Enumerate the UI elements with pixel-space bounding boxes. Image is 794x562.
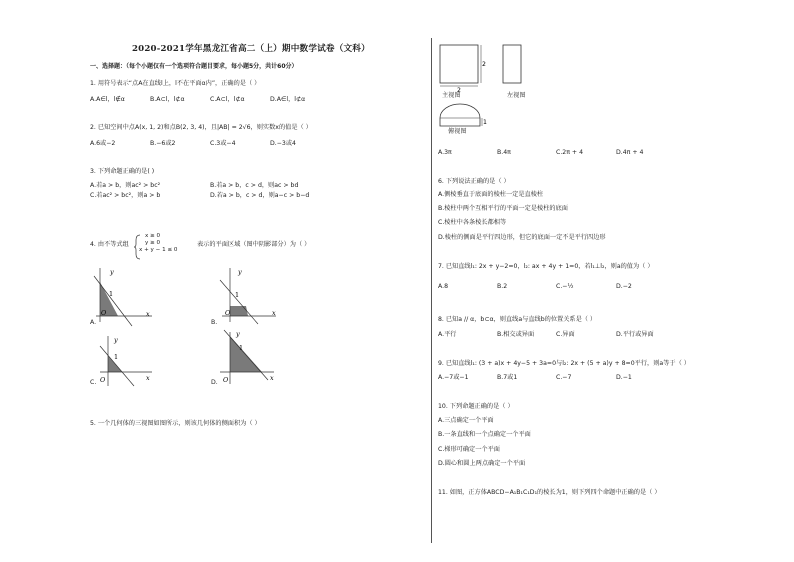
- q4-ineq-3: x + y − 1 ≤ 0: [139, 247, 178, 253]
- q4-c-one-label: 1: [114, 353, 119, 361]
- q5-front-label: 主视图: [442, 92, 461, 99]
- q4-c-x-label: x: [146, 374, 150, 382]
- q7-option-d[interactable]: D.−2: [616, 283, 632, 290]
- q8-option-b[interactable]: B.相交或异面: [497, 331, 535, 338]
- q4-ineq-2: y ≥ 0: [145, 240, 161, 246]
- q7-stem: 7. 已知直线l₁: 2x + y−2=0，l₂: ax + 4y + 1=0，若l₁⊥l₂，则a的值为（ ）: [438, 263, 654, 270]
- q10-option-c[interactable]: C.梯形可确定一个平面: [438, 446, 500, 453]
- q4-d-x-label: x: [270, 374, 274, 382]
- q4-a-y-label: y: [110, 268, 114, 276]
- q7-option-c[interactable]: C.−½: [556, 283, 574, 290]
- q7-option-a[interactable]: A.8: [438, 283, 449, 290]
- q4-option-c[interactable]: C.: [90, 379, 97, 386]
- q5-top-dim: 1: [483, 119, 487, 126]
- q9-option-b[interactable]: B.7或1: [497, 374, 518, 381]
- q7-option-b[interactable]: B.2: [497, 283, 508, 290]
- q5-left-label: 左视图: [507, 92, 526, 99]
- q4-option-b[interactable]: B.: [211, 319, 218, 326]
- q5-option-a[interactable]: A.3π: [438, 149, 452, 156]
- q4-c-y-label: y: [114, 336, 118, 344]
- q5-option-b[interactable]: B.4π: [497, 149, 511, 156]
- q1-option-a[interactable]: A.A∈l，l∉α: [90, 96, 125, 103]
- q4-d-origin-label: O: [223, 376, 229, 384]
- column-divider: [431, 38, 432, 543]
- q8-option-d[interactable]: D.平行或异面: [616, 331, 654, 338]
- q3-stem: 3. 下列命题正确的是( ): [90, 168, 155, 175]
- q10-option-d[interactable]: D.圆心和圆上两点确定一个平面: [438, 460, 526, 467]
- q5-left-view: [500, 40, 530, 90]
- q6-option-b[interactable]: B.棱柱中两个互相平行的平面一定是棱柱的底面: [438, 205, 568, 212]
- q6-option-d[interactable]: D.棱柱的侧面是平行四边形，但它的底面一定不是平行四边形: [438, 234, 606, 241]
- q4-b-x-label: x: [272, 309, 276, 317]
- q3-option-b[interactable]: B.若a > b，c > d，则ac > bd: [210, 182, 299, 189]
- q10-option-a[interactable]: A.三点确定一个平面: [438, 417, 494, 424]
- q4-b-origin-label: O: [225, 309, 231, 317]
- q4-system: [139, 233, 178, 254]
- q9-option-c[interactable]: C.−7: [556, 374, 572, 381]
- q4-d-one-label: 1: [239, 344, 244, 352]
- q1-option-b[interactable]: B.A⊂l，l⊄α: [150, 96, 185, 103]
- q4-a-one-label: 1: [109, 290, 114, 298]
- q6-option-a[interactable]: A.侧棱垂直于底面的棱柱一定是直棱柱: [438, 191, 544, 198]
- q5-option-d[interactable]: D.4π + 4: [616, 149, 644, 156]
- q3-option-a[interactable]: A.若a > b，则ac² > bc²: [90, 182, 161, 189]
- q4-option-a[interactable]: A.: [90, 319, 97, 326]
- q8-stem: 8. 已知a // α，b⊂α，则直线a与直线b的位置关系是（ ）: [438, 316, 597, 323]
- q5-stem: 5. 一个几何体的三视图如图所示，则该几何体的侧面积为（ ）: [90, 420, 261, 427]
- q2-stem: 2. 已知空间中点A(x, 1, 2)和点B(2, 3, 4)，且|AB| = 2√6，则实数x的值是（ ）: [90, 124, 312, 131]
- q4-option-d[interactable]: D.: [211, 379, 218, 386]
- exam-title: 2020-2021学年黑龙江省高二（上）期中数学试卷（文科）: [132, 44, 370, 54]
- q10-option-b[interactable]: B.一条直线和一个点确定一个平面: [438, 431, 531, 438]
- q10-stem: 10. 下列命题正确的是（ ）: [438, 403, 514, 410]
- section-heading: 一、选择题：（每个小题仅有一个选项符合题目要求，每小题5分，共计60分）: [90, 63, 298, 70]
- q5-top-label: 俯视图: [448, 128, 467, 135]
- q2-option-c[interactable]: C.3或−4: [210, 140, 236, 147]
- q1-stem: 1. 用符号表示“点A在直线l上，l不在平面α内”，正确的是（ ）: [90, 80, 261, 87]
- q4-c-origin-label: O: [100, 376, 106, 384]
- q9-option-a[interactable]: A.−7或−1: [438, 374, 469, 381]
- q11-stem: 11. 如图，正方体ABCD−A₁B₁C₁D₁的棱长为1，则下列四个命题中正确的是（ ）: [438, 489, 661, 496]
- q4-stem-suffix: 表示的平面区域（图中阴影部分）为（ ）: [197, 241, 311, 248]
- q4-ineq-1: x ≥ 0: [145, 233, 161, 239]
- q6-stem: 6. 下列说法正确的是（ ）: [438, 178, 510, 185]
- q3-option-c[interactable]: C.若ac² > bc²，则a > b: [90, 192, 161, 199]
- q4-stem-prefix: 4. 由不等式组: [90, 241, 129, 248]
- q4-graph-c[interactable]: [96, 334, 158, 394]
- q9-stem: 9. 已知直线l₁: (3 + a)x + 4y−5 + 3a=0与l₂: 2x + (5 + a)y + 8=0平行，则a等于（ ）: [438, 360, 690, 367]
- q3-option-d[interactable]: D.若a > b，c > d，则a−c > b−d: [210, 192, 310, 199]
- q2-option-b[interactable]: B.−6或2: [150, 140, 176, 147]
- q5-option-c[interactable]: C.2π + 4: [556, 149, 584, 156]
- q5-front-height: 2: [482, 61, 486, 68]
- q4-graph-a[interactable]: [96, 266, 158, 326]
- q1-option-c[interactable]: C.A⊂l，l⊄α: [210, 96, 245, 103]
- q2-option-d[interactable]: D.−3或4: [270, 140, 296, 147]
- q2-option-a[interactable]: A.6或−2: [90, 140, 116, 147]
- q8-option-a[interactable]: A.平行: [438, 331, 457, 338]
- q4-graph-b[interactable]: [218, 266, 280, 326]
- q4-b-y-label: y: [238, 268, 242, 276]
- q4-graph-d[interactable]: [218, 330, 280, 390]
- q4-a-origin-label: O: [101, 309, 107, 317]
- q4-a-x-label: x: [146, 310, 150, 318]
- q9-option-d[interactable]: D.−1: [616, 374, 632, 381]
- q6-option-c[interactable]: C.棱柱中各条棱长都相等: [438, 219, 507, 226]
- q4-d-y-label: y: [236, 330, 240, 338]
- q5-front-width: 2: [457, 87, 461, 94]
- q4-b-one-label: 1: [235, 291, 240, 299]
- q1-option-d[interactable]: D.A∈l，l⊄α: [270, 96, 306, 103]
- q8-option-c[interactable]: C.异面: [556, 331, 575, 338]
